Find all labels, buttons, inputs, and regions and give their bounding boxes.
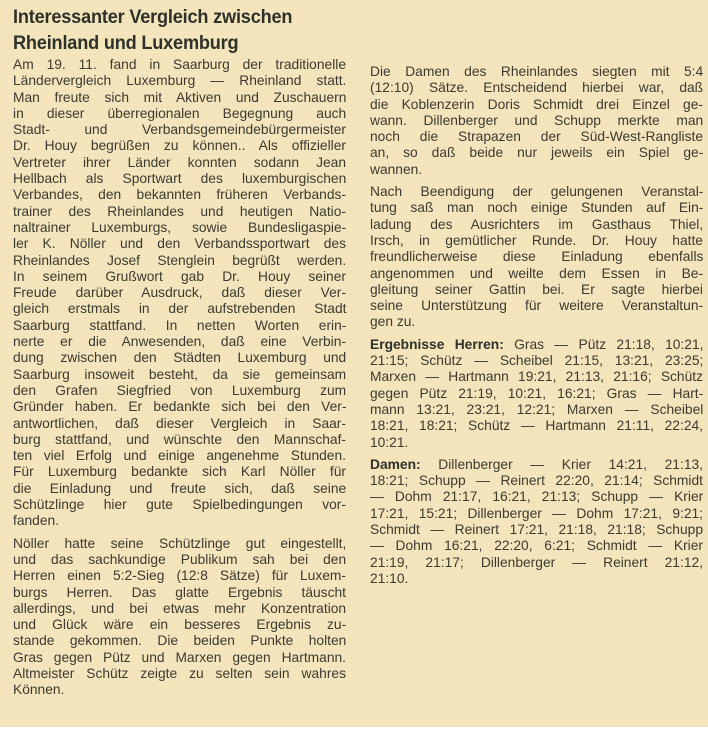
text-line: Altmeister Schütz zeigte zu selten sein wahres (13, 665, 346, 681)
text-line: seine Unterstützung für weitere Veranstaltun- (370, 298, 704, 314)
text-line: — Dohm 16:21, 22:20, 6:21; Schmidt — Krier (370, 538, 703, 554)
text-line: gen zu. (370, 314, 416, 330)
text-line: Marxen — Hartmann 19:21, 21:13, 21:16; Schütz (370, 369, 703, 385)
text-line: Vertreter ihrer Länder konnten sodann Jean (13, 154, 346, 170)
text-line (370, 337, 703, 353)
text-line: Verbandes, den bekannten früheren Verbands- (13, 187, 346, 203)
text-line: angenommen und weilte dem Essen in Be- (370, 265, 704, 281)
text-line: Saarburg stattfand. In netten Worten erin- (13, 317, 347, 333)
text-line: in dieser überregionalen Begegnung auch (13, 105, 347, 121)
text-line: wann. Dillenberger und Schupp merkte man (370, 112, 704, 128)
text-line: Gründer haben. Er bedankte sich bei den Ver- (13, 399, 347, 415)
text-line: Hellbach als Sportwart des luxemburgischen (13, 171, 347, 187)
text-line: In seinem Grußwort gab Dr. Houy seiner (13, 268, 346, 284)
text-line: Die Damen des Rheinlandes siegten mit 5:4 (370, 64, 704, 79)
text-line: und Glück wäre ein besseres Ergebnis zu- (13, 617, 347, 633)
text-line: 17:21, 15:21; Dillenberger — Dohm 17:21, 9:21; (370, 505, 703, 521)
text-line: burgs Herren. Das glatte Ergebnis täuscht (13, 584, 346, 600)
text-line: dung zwischen den Städten Luxemburg und (13, 350, 347, 366)
results-text: Gras — Pütz 21:18, 10:21, (503, 336, 704, 352)
results-label: Ergebnisse Herren: (370, 336, 504, 352)
text-line: und das sachkundige Publikum sah bei den (13, 551, 347, 567)
text-line: Schützlinge hier gute Spielbedingungen vor- (13, 497, 346, 513)
text-line: ten viel Erfolg und einige angenehme Stunden. (13, 448, 346, 464)
text-line: freundlicherweise diese Einladung ebenfalls (370, 249, 704, 265)
article-headline (13, 4, 329, 56)
text-line: antwortlichen, daß dieser Vergleich in Saar- (13, 415, 346, 431)
text-line: Herren einen 5:2-Sieg (12:8 Sätze) für Luxem- (13, 568, 346, 584)
paragraph (13, 536, 346, 699)
text-line: 21:19, 21:17; Dillenberger — Reinert 21:12, (370, 554, 703, 570)
text-line: Rheinlandes Josef Stenglein begrüßt werden. (13, 252, 347, 268)
text-line: wannen. (370, 161, 423, 177)
text-line: — Dohm 21:17, 16:21, 21:13; Schupp — Krier (370, 489, 704, 505)
text-line: 10:21. (370, 434, 409, 450)
text-line: 18:21; Schupp — Reinert 22:20, 21:14; Schmidt (370, 473, 703, 489)
text-line: die Einladung und freute sich, daß seine (13, 480, 347, 496)
text-line: naltrainer Luxemburgs, sowie Bundesligaspie- (13, 219, 347, 235)
text-line: Gras gegen Pütz und Marxen gegen Hartmann. (13, 649, 346, 665)
text-line: nerte er die Anwesenden, daß eine Verbin- (13, 334, 346, 350)
headline-line: Rheinland und Luxemburg (13, 32, 239, 54)
text-line: trainer des Rheinlandes und heutigen Natio- (13, 203, 346, 219)
text-line: Am 19. 11. fand in Saarburg der traditionelle (13, 57, 346, 72)
text-line: Ländervergleich Luxemburg — Rheinland statt. (13, 73, 347, 89)
text-line: Saarburg insoweit besteht, da sie gemeinsam (13, 366, 347, 382)
results-label: Damen: (370, 456, 421, 472)
text-line: burg stattfand, und wünschte den Mannschaf- (13, 431, 346, 447)
text-line: den Grafen Siegfried von Luxemburg zum (13, 382, 347, 398)
text-line: allerdings, und bei etwas mehr Konzentration (13, 600, 347, 616)
text-line: Können. (13, 682, 65, 698)
text-line: Schmidt — Reinert 17:21, 21:18, 21:18; Schupp (370, 522, 703, 538)
results-paragraph (370, 337, 703, 451)
paragraph (370, 184, 703, 331)
text-line: stande gekommen. Die beiden Punkte holten (13, 633, 347, 649)
text-line: ler K. Nöller und den Verbandssportwart des (13, 236, 346, 252)
text-line: Nach Beendigung der gelungenen Veranstal- (370, 184, 704, 200)
text-line: mann 13:21, 23:21, 12:21; Marxen — Scheibel (370, 401, 704, 417)
text-line: gleich erstmals in der aufstrebenden Stadt (13, 301, 347, 317)
text-line: Stadt- und Verbandsgemeindebürgermeister (13, 122, 346, 138)
text-line: fanden. (13, 513, 60, 529)
text-line: noch die Strapazen der Süd-West-Rangliste (370, 129, 703, 145)
paragraph (13, 57, 346, 530)
text-line: Man freute sich mit Aktiven und Zuschauern (13, 89, 347, 105)
text-line: gleitung seiner Gattin bei. Er sagte hierbei (370, 281, 703, 297)
results-text: Dillenberger — Krier 14:21, 21:13, (420, 456, 703, 472)
paragraph (370, 64, 703, 178)
text-line (370, 457, 703, 473)
headline-line: Interessanter Vergleich zwischen (13, 6, 293, 28)
text-line: 21:15; Schütz — Scheibel 21:15, 13:21, 23:25; (370, 353, 704, 369)
left-column (13, 57, 346, 699)
text-line: Für Luxemburg bedankte sich Karl Nöller für (13, 464, 346, 480)
text-line: die Koblenzerin Doris Schmidt drei Einzel ge- (370, 96, 703, 112)
text-line: Freude darüber Ausdruck, daß dieser Ver- (13, 285, 346, 301)
text-line: Irsch, in gemütlicher Runde. Dr. Houy hatte (370, 232, 703, 248)
text-line: tung saß man noch einige Stunden auf Ein- (370, 200, 704, 216)
text-line: Nöller hatte seine Schützlinge gut eingestellt, (13, 535, 347, 551)
text-line: 21:10. (370, 570, 409, 586)
text-line: (12:10) Sätze. Entscheidend hierbei war, daß (370, 80, 704, 96)
right-column (370, 64, 703, 587)
text-line: Dr. Houy begrüßen zu können.. Als offizieller (13, 138, 346, 154)
results-paragraph (370, 457, 703, 587)
text-line: an, so daß beide nur jeweils ein Spiel ge- (370, 145, 704, 161)
text-line: gegen Pütz 21:19, 10:21, 16:21; Gras — Hart- (370, 385, 704, 401)
text-line: ladung des Ausrichters im Gasthaus Thiel, (370, 216, 704, 232)
text-line: 18:21, 18:21; Schütz — Hartmann 21:11, 22:24, (370, 418, 703, 434)
